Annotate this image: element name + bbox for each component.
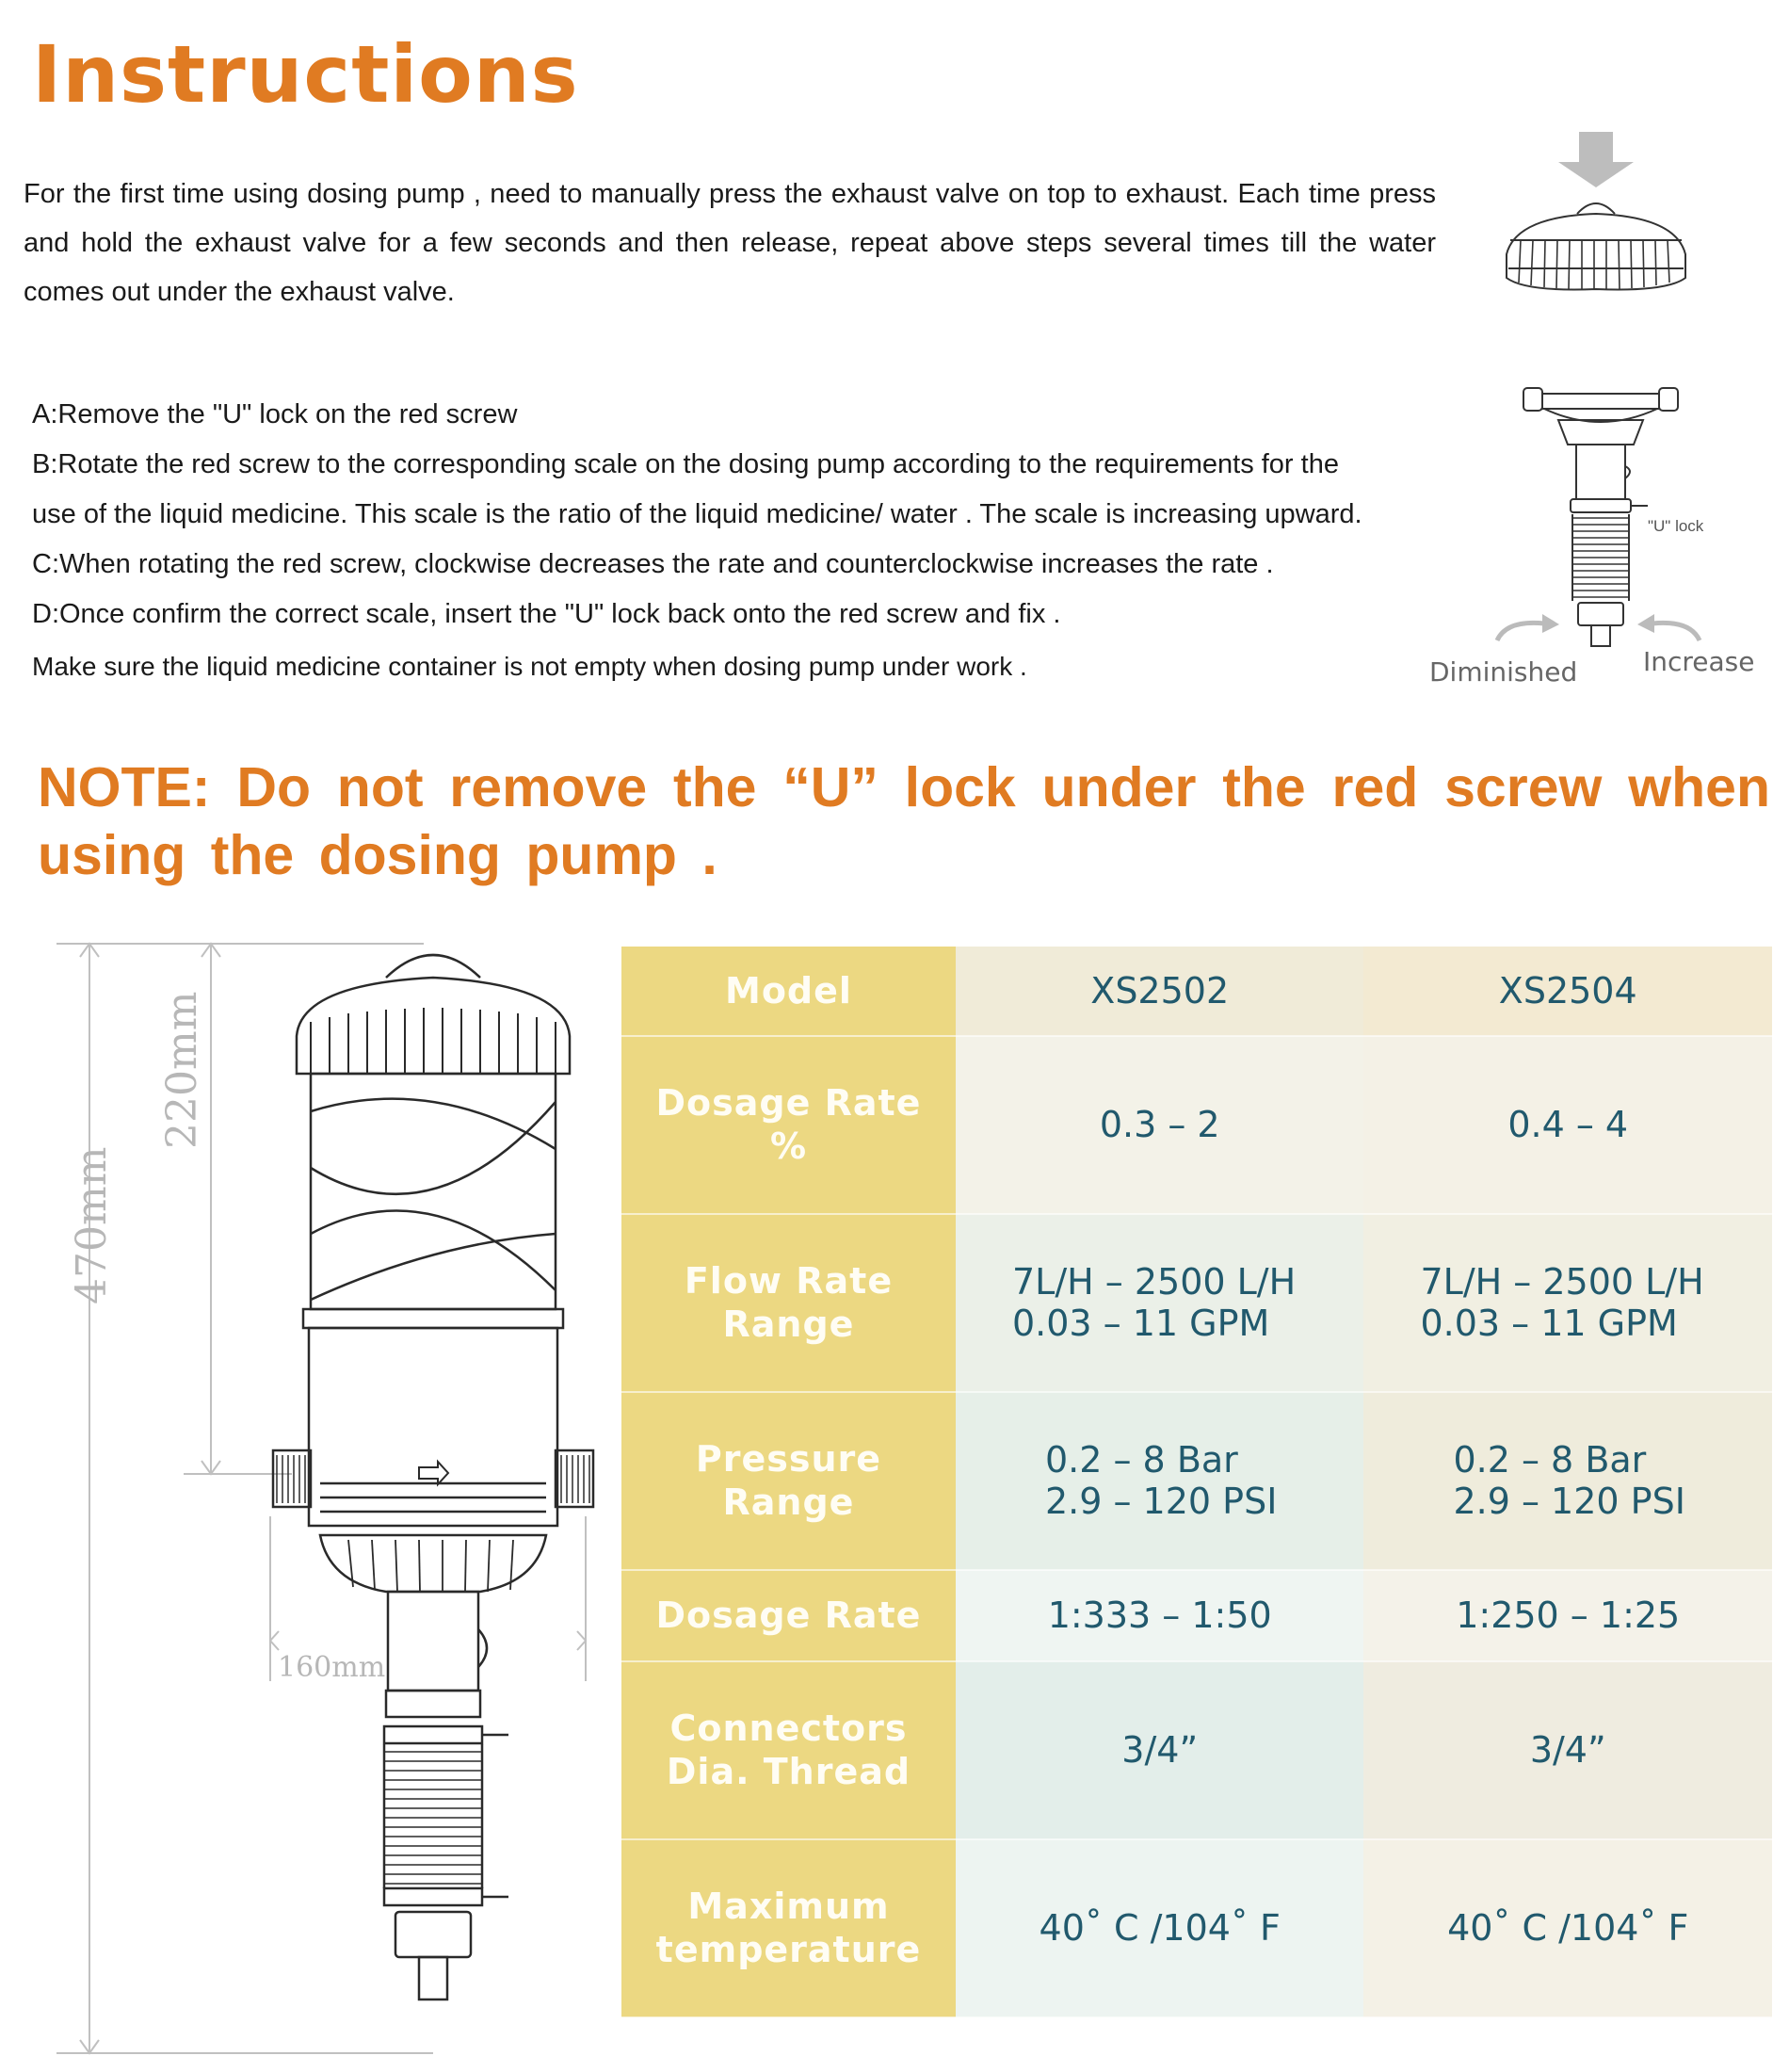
row-label-dosage-rate: Dosage Rate <box>621 1570 956 1661</box>
step-a: A:Remove the "U" lock on the red screw <box>32 399 518 429</box>
xs2502-max-temperature: 40˚ C /104˚ F <box>956 1839 1364 2017</box>
dimension-drawing <box>38 932 621 2063</box>
diminished-label: Diminished <box>1429 656 1578 688</box>
step-b: B:Rotate the red screw to the corresponding scale on the dosing pump according to the requirements for the <box>32 449 1339 479</box>
spec-table <box>621 947 1772 2018</box>
xs2504-connectors: 3/4” <box>1363 1661 1772 1839</box>
step-d: D:Once confirm the correct scale, insert the "U" lock back onto the red screw and fix . <box>32 599 1061 629</box>
row-label-flow-rate: Flow Rate Range <box>621 1214 956 1392</box>
u-lock-label: "U" lock <box>1648 517 1704 535</box>
table-row <box>621 947 1772 1036</box>
xs2504-max-temperature: 40˚ C /104˚ F <box>1363 1839 1772 2017</box>
xs2502-flow-rate: 7L/H – 2500 L/H 0.03 – 11 GPM <box>956 1214 1364 1392</box>
xs2504-pressure-range: 0.2 – 8 Bar 2.9 – 120 PSI <box>1363 1392 1772 1570</box>
xs2502-dosage-rate-percent: 0.3 – 2 <box>956 1036 1364 1214</box>
page-title: Instructions <box>32 28 579 121</box>
steps-list <box>32 390 1435 691</box>
table-row <box>621 1214 1772 1392</box>
table-row <box>621 1392 1772 1570</box>
row-label-model: Model <box>621 947 956 1036</box>
xs2504-model: XS2504 <box>1363 947 1772 1036</box>
row-label-max-temperature: Maximum temperature <box>621 1839 956 2017</box>
xs2502-model: XS2502 <box>956 947 1364 1036</box>
xs2504-dosage-rate-percent: 0.4 – 4 <box>1363 1036 1772 1214</box>
note-warning <box>38 753 1770 889</box>
rotate-clockwise-arrow-icon <box>1488 612 1563 644</box>
table-row <box>621 1036 1772 1214</box>
note-line-2: using the dosing pump . <box>38 824 717 886</box>
increase-label: Increase <box>1643 646 1755 677</box>
total-height-label: 470mm <box>68 1146 116 1304</box>
row-label-dosage-rate-percent: Dosage Rate % <box>621 1036 956 1214</box>
body-height-label: 220mm <box>158 991 206 1149</box>
width-label: 160mm <box>278 1651 386 1684</box>
xs2502-pressure-range: 0.2 – 8 Bar 2.9 – 120 PSI <box>956 1392 1364 1570</box>
xs2502-connectors: 3/4” <box>956 1661 1364 1839</box>
press-down-arrow-icon <box>1558 132 1634 187</box>
table-row <box>621 1839 1772 2017</box>
row-label-pressure-range: Pressure Range <box>621 1392 956 1570</box>
xs2504-flow-rate: 7L/H – 2500 L/H 0.03 – 11 GPM <box>1363 1214 1772 1392</box>
exhaust-valve-illustration <box>1478 127 1714 306</box>
table-row <box>621 1661 1772 1839</box>
intro-paragraph: For the first time using dosing pump , need to manually press the exhaust valve on top to exhaust. Each time press and hold the exhaust valve for a few seconds and then release, repeat above steps several times till the water comes out under the exhaust valve. <box>24 179 1436 307</box>
table-row <box>621 1570 1772 1661</box>
step-b-continued: use of the liquid medicine. This scale is the ratio of the liquid medicine/ water . The scale is increasing upward. <box>32 499 1362 529</box>
xs2502-dosage-rate: 1:333 – 1:50 <box>956 1570 1364 1661</box>
row-label-connectors: Connectors Dia. Thread <box>621 1661 956 1839</box>
xs2504-dosage-rate: 1:250 – 1:25 <box>1363 1570 1772 1661</box>
step-c: C:When rotating the red screw, clockwise decreases the rate and counterclockwise increases the rate . <box>32 549 1274 579</box>
step-warning: Make sure the liquid medicine container is not empty when dosing pump under work . <box>32 652 1027 681</box>
note-line-1: NOTE: Do not remove the “U” lock under the red screw when <box>38 756 1770 818</box>
rotate-counterclockwise-arrow-icon <box>1634 612 1709 644</box>
